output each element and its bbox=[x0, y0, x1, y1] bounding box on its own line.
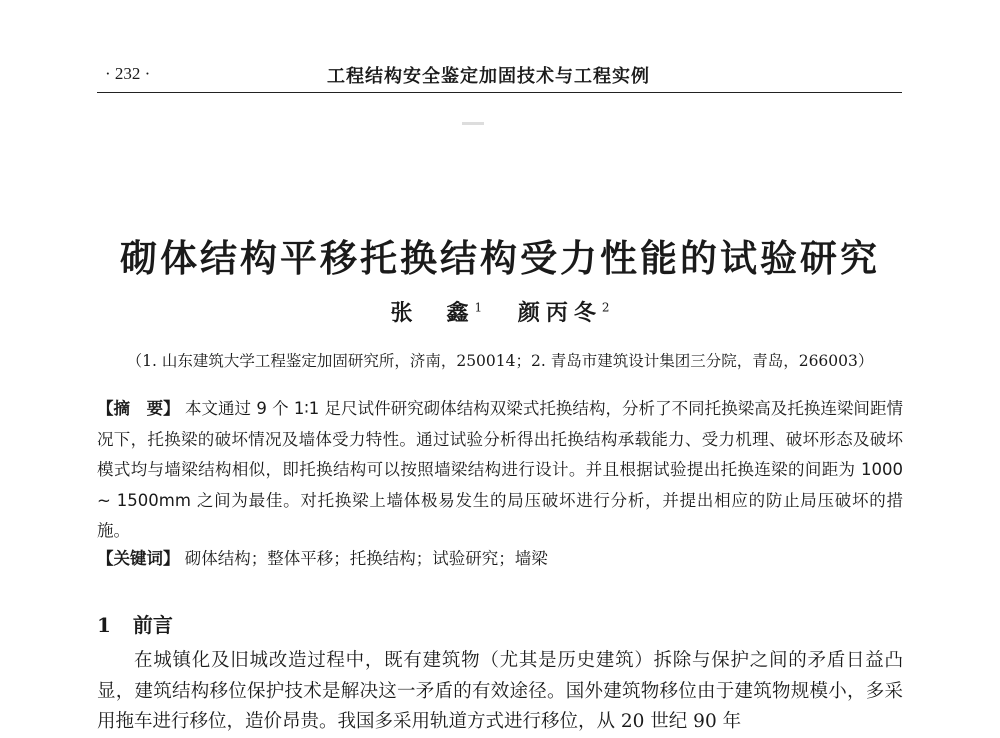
running-title: 工程结构安全鉴定加固技术与工程实例 bbox=[327, 66, 650, 87]
section-title: 前言 bbox=[132, 613, 173, 637]
intro-paragraph: 在城镇化及旧城改造过程中，既有建筑物（尤其是历史建筑）拆除与保护之间的矛盾日益凸显，建筑结构移位保护技术是解决这一矛盾的有效途径。国外建筑物移位由于建筑物规模小，多采用拖车进行移位，造价昂贵。我国多采用轨道方式进行移位，从 20 世纪 90 年 bbox=[97, 650, 903, 732]
abstract-text: 本文通过 9 个 1∶1 足尺试件研究砌体结构双梁式托换结构，分析了不同托换梁高及托换连梁间距情况下，托换梁的破坏情况及墙体受力特性。通过试验分析得出托换结构承载能力、受力机理、破坏形态及破坏模式均与墙梁结构相似，即托换结构可以按照墙梁结构进行设计。并且根据试验提出托换连梁的间距为 1000 ~ 1500mm 之间为最佳。对托换梁上墙体极易发生的局压破坏进行分析，并提出相应的防止局压破坏的措施。 bbox=[97, 399, 903, 540]
abstract-label: 【摘 要】 bbox=[97, 399, 180, 418]
running-header bbox=[97, 54, 902, 93]
section-heading bbox=[97, 609, 173, 638]
abstract bbox=[97, 394, 903, 547]
keywords-label: 【关键词】 bbox=[97, 549, 180, 568]
author-list bbox=[0, 296, 1000, 327]
scan-smudge bbox=[462, 122, 484, 125]
author bbox=[518, 296, 610, 327]
section-number: 1 bbox=[97, 613, 111, 637]
keywords bbox=[97, 545, 903, 569]
page-number: · 232 · bbox=[105, 64, 151, 83]
author-affil-mark: 1 bbox=[474, 300, 483, 315]
author bbox=[391, 296, 483, 327]
affiliation: （1. 山东建筑大学工程鉴定加固研究所，济南，250014；2. 青岛市建筑设计集团三分院，青岛，266003） bbox=[126, 352, 874, 370]
author-name: 张 鑫 bbox=[390, 300, 475, 326]
keywords-text: 砌体结构；整体平移；托换结构；试验研究；墙梁 bbox=[184, 549, 548, 568]
paper-title: 砌体结构平移托换结构受力性能的试验研究 bbox=[120, 236, 880, 280]
author-affil-mark: 2 bbox=[601, 300, 610, 315]
author-name: 颜丙冬 bbox=[517, 300, 602, 326]
